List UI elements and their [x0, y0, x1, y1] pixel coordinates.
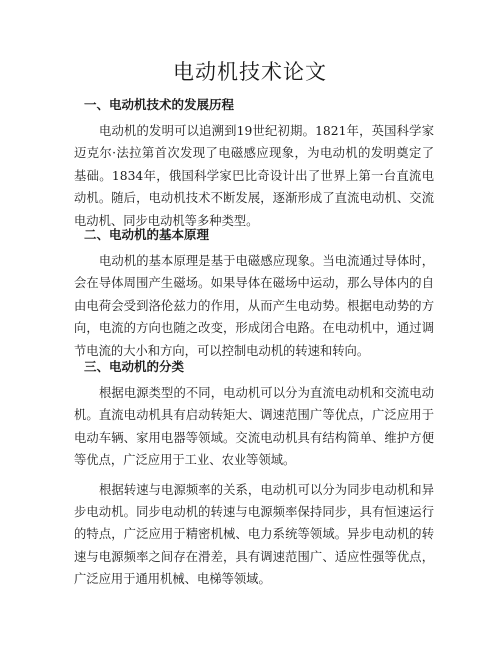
section-classification	[74, 358, 434, 591]
section-paragraph: 根据电源类型的不同，电动机可以分为直流电动机和交流电动机。直流电动机具有启动转矩大、调速范围广等优点，广泛应用于电动车辆、家用电器等领域。交流电动机具有结构简单、维护方便等优点，广泛应用于工业、农业等领域。	[74, 386, 434, 468]
section-heading: 一、电动机技术的发展历程	[84, 97, 235, 112]
section-paragraph: 电动机的基本原理是基于电磁感应现象。当电流通过导体时，会在导体周围产生磁场。如果导体在磁场中运动，那么导体内的自由电荷会受到洛伦兹力的作用，从而产生电动势。根据电动势的方向，电流的方向也随之改变，形成闭合电路。在电动机中，通过调节电流的大小和方向，可以控制电动机的转速和转向。	[74, 254, 434, 358]
section-history	[74, 96, 434, 232]
section-heading: 三、电动机的分类	[84, 359, 185, 374]
section-paragraph: 电动机的发明可以追溯到19世纪初期。1821年，英国科学家迈克尔·法拉第首次发现了电磁感应现象，为电动机的发明奠定了基础。1834年，俄国科学家巴比奇设计出了世界上第一台直流电动机。随后，电动机技术不断发展，逐渐形成了直流电动机、交流电动机、同步电动机等多种类型。	[74, 124, 434, 228]
document-title: 电动机技术论文	[173, 60, 327, 84]
section-paragraph: 根据转速与电源频率的关系，电动机可以分为同步电动机和异步电动机。同步电动机的转速与电源频率保持同步，具有恒速运行的特点，广泛应用于精密机械、电力系统等领域。异步电动机的转速与电源频率之间存在滑差，具有调速范围广、适应性强等优点，广泛应用于通用机械、电梯等领域。	[74, 482, 434, 587]
section-heading: 二、电动机的基本原理	[84, 227, 210, 242]
section-principle	[74, 226, 434, 362]
